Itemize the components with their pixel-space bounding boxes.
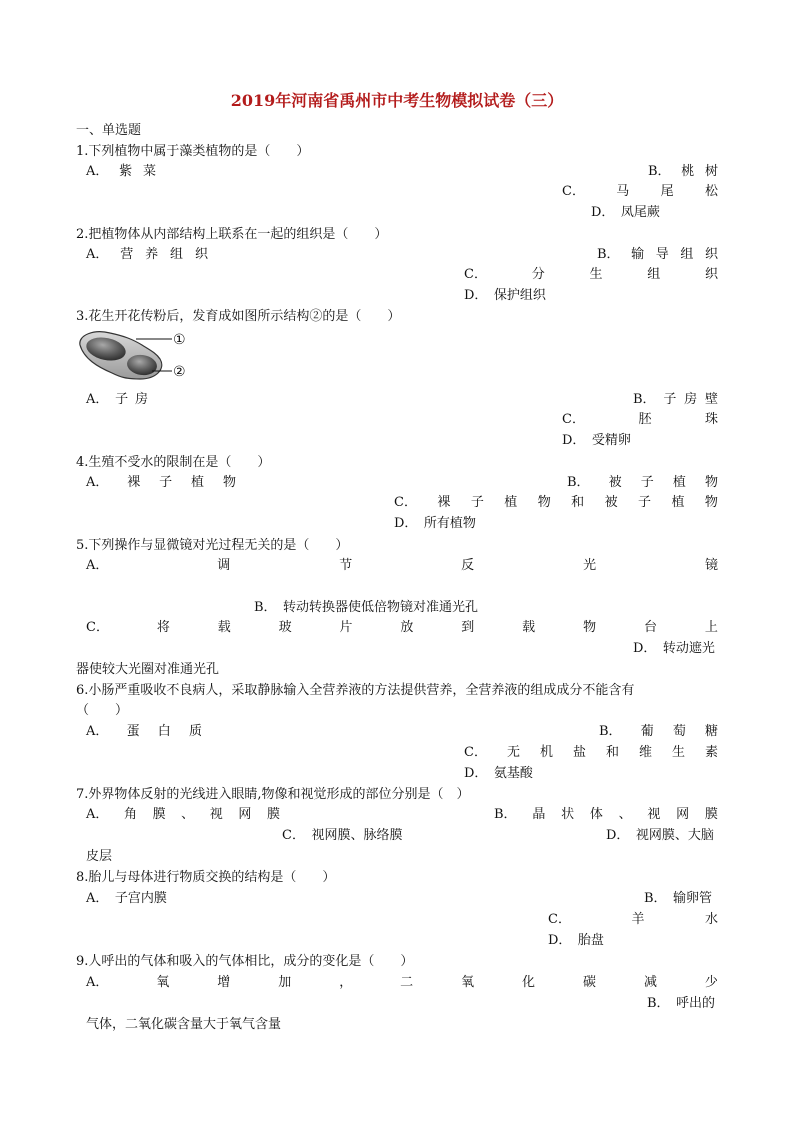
option-text-part: 角 <box>123 807 137 822</box>
question-2-option-b[interactable] <box>597 247 718 263</box>
option-text-part: 植 <box>671 495 685 510</box>
option-text-part: 生 <box>589 267 603 282</box>
question-2-option-d[interactable]: D． 保护组织 <box>464 288 546 303</box>
option-text-part: 裸 <box>127 475 141 490</box>
question-8-option-d[interactable]: D． 胎盘 <box>548 933 604 948</box>
question-9-stem: 9.人呼出的气体和吸入的气体相比，成分的变化是（ ） <box>76 954 414 969</box>
question-9-option-b-continued: 气体，二氧化碳含量大于氧气含量 <box>86 1017 282 1032</box>
option-text-part: 体 <box>589 807 603 822</box>
option-text-part: 膜 <box>266 807 280 822</box>
option-text-part: 子 <box>470 495 484 510</box>
option-letter: A． <box>86 475 109 490</box>
question-6-stem-continued: （ ） <box>76 703 129 718</box>
question-3-option-c[interactable] <box>562 412 718 428</box>
option-letter: B． <box>567 475 590 490</box>
option-text-part: ， <box>339 975 353 990</box>
option-text-part: 无 <box>506 745 520 760</box>
question-1-option-c[interactable] <box>562 184 718 200</box>
option-text-part: 素 <box>704 745 718 760</box>
question-2-option-a[interactable] <box>86 247 208 263</box>
option-text-part: 调 <box>217 558 231 573</box>
option-letter: C． <box>464 267 487 282</box>
option-text-part: 物 <box>704 475 718 490</box>
option-text-part: 网 <box>238 807 252 822</box>
figure-label-2: ② <box>173 364 186 380</box>
option-text-part: 织 <box>704 247 718 262</box>
option-text-part: 视 <box>209 807 223 822</box>
option-text-part: 氧 <box>156 975 170 990</box>
option-text-part: 尾 <box>660 184 674 199</box>
option-text-part: 加 <box>278 975 292 990</box>
figure-label-1: ① <box>173 332 186 348</box>
option-letter: B． <box>599 724 622 739</box>
option-text-part: 反 <box>461 558 475 573</box>
option-text-part: 子 <box>663 392 677 407</box>
option-text-part: 导 <box>655 247 669 262</box>
option-text-part: 树 <box>704 164 718 179</box>
option-text-part: 网 <box>676 807 690 822</box>
option-letter: C． <box>464 745 487 760</box>
option-text-part: 盐 <box>572 745 586 760</box>
question-5-stem: 5.下列操作与显微镜对光过程无关的是（ ） <box>76 538 349 553</box>
option-text-part: 膜 <box>152 807 166 822</box>
option-text-part: 房 <box>684 392 698 407</box>
option-text-part: 化 <box>522 975 536 990</box>
question-2-option-c[interactable] <box>464 267 718 283</box>
option-text-part: 养 <box>145 247 159 262</box>
option-text-part: 组 <box>680 247 694 262</box>
question-3-option-d[interactable]: D． 受精卵 <box>562 433 631 448</box>
question-5-option-d[interactable]: D． 转动遮光 <box>633 641 715 656</box>
question-1-option-d[interactable]: D． 凤尾蕨 <box>591 205 660 220</box>
peanut-fruit-figure <box>76 327 192 383</box>
question-3-option-a[interactable] <box>86 392 148 408</box>
question-7-option-a[interactable] <box>86 807 280 823</box>
option-letter: C． <box>562 412 585 427</box>
option-text-part: 子 <box>640 475 654 490</box>
option-text-part: 氧 <box>461 975 475 990</box>
question-5-option-c[interactable] <box>86 620 718 636</box>
option-text-part: 二 <box>400 975 414 990</box>
option-text-part: 物 <box>583 620 597 635</box>
question-8-option-c[interactable] <box>548 912 718 928</box>
option-text-part: 子 <box>638 495 652 510</box>
section-heading: 一、单选题 <box>76 123 142 138</box>
question-9-option-b[interactable]: B． 呼出的 <box>647 996 716 1011</box>
option-text-part: 、 <box>618 807 632 822</box>
question-7-stem: 7.外界物体反射的光线进入眼睛,物像和视觉形成的部位分别是（ ） <box>76 787 470 802</box>
option-text-part: 片 <box>339 620 353 635</box>
option-text-part: 被 <box>604 495 618 510</box>
question-4-option-b[interactable] <box>567 475 718 491</box>
question-4-option-d[interactable]: D． 所有植物 <box>394 516 476 531</box>
option-text-part: 状 <box>561 807 575 822</box>
option-text-part: 羊 <box>631 912 645 927</box>
option-text-part: 放 <box>400 620 414 635</box>
option-letter: A． <box>86 807 109 822</box>
question-4-stem: 4.生殖不受水的限制在是（ ） <box>76 455 271 470</box>
question-7-option-c[interactable]: C． 视网膜、脉络膜 <box>282 828 403 843</box>
option-text-part: 碳 <box>583 975 597 990</box>
option-text-part: 裸 <box>437 495 451 510</box>
question-5-option-b[interactable]: B． 转动转换器使低倍物镜对准通光孔 <box>254 600 479 615</box>
option-letter: B． <box>633 392 656 407</box>
option-text-part: 白 <box>157 724 171 739</box>
option-letter: A． <box>86 164 109 179</box>
question-4-option-a[interactable] <box>86 475 236 491</box>
question-7-option-b[interactable] <box>494 807 718 823</box>
option-letter: A． <box>86 392 109 407</box>
question-6-option-a[interactable] <box>86 724 202 740</box>
option-text-part: 机 <box>539 745 553 760</box>
option-text-part: 植 <box>672 475 686 490</box>
question-9-option-a[interactable] <box>86 975 718 991</box>
option-text-part: 植 <box>504 495 518 510</box>
option-text-part: 物 <box>222 475 236 490</box>
option-letter: C． <box>548 912 571 927</box>
option-text-part: 物 <box>704 495 718 510</box>
option-letter: B． <box>597 247 620 262</box>
option-text-part: 生 <box>671 745 685 760</box>
option-text-part: 、 <box>181 807 195 822</box>
option-text-part: 分 <box>531 267 545 282</box>
option-text-part: 少 <box>704 975 718 990</box>
option-text-part: 输 <box>631 247 645 262</box>
option-text-part: 子 <box>159 475 173 490</box>
option-text-part: 葡 <box>640 724 654 739</box>
option-letter: A． <box>86 724 109 739</box>
question-6-stem: 6.小肠严重吸收不良病人，采取静脉输入全营养液的方法提供营养，全营养液的组成成分不能含有 <box>76 683 635 698</box>
option-text-part: 胚 <box>638 412 652 427</box>
option-text-part: 子 <box>115 392 129 407</box>
option-letter: C． <box>562 184 585 199</box>
option-text-part: 晶 <box>532 807 546 822</box>
option-letter: B． <box>648 164 671 179</box>
option-text-part: 光 <box>583 558 597 573</box>
question-6-option-c[interactable] <box>464 745 718 761</box>
option-text-part: 维 <box>638 745 652 760</box>
question-1-option-b[interactable] <box>648 164 718 180</box>
option-text-part: 视 <box>647 807 661 822</box>
option-text-part: 马 <box>616 184 630 199</box>
option-text-part: 组 <box>647 267 661 282</box>
question-2-stem: 2.把植物体从内部结构上联系在一起的组织是（ ） <box>76 227 388 242</box>
option-letter: C． <box>394 495 417 510</box>
option-text-part: 质 <box>188 724 202 739</box>
option-text-part: 蛋 <box>126 724 140 739</box>
option-text-part: 将 <box>156 620 170 635</box>
question-1-option-a[interactable] <box>86 164 156 180</box>
option-text-part: 萄 <box>672 724 686 739</box>
question-8-stem: 8.胎儿与母体进行物质交换的结构是（ ） <box>76 870 336 885</box>
option-letter: A． <box>86 247 109 262</box>
option-text-part: 营 <box>120 247 134 262</box>
option-text-part: 增 <box>217 975 231 990</box>
option-letter: C． <box>86 620 109 635</box>
option-text-part: 织 <box>194 247 208 262</box>
question-3-option-b[interactable] <box>633 392 718 408</box>
option-text-part: 桃 <box>681 164 695 179</box>
question-4-option-c[interactable] <box>394 495 718 511</box>
option-text-part: 膜 <box>704 807 718 822</box>
option-text-part: 载 <box>217 620 231 635</box>
page-title: 2019年河南省禹州市中考生物模拟试卷（三） <box>230 91 564 110</box>
option-text-part: 到 <box>461 620 475 635</box>
option-text-part: 被 <box>608 475 622 490</box>
question-5-option-d-continued: 器使较大光圈对准通光孔 <box>76 662 220 677</box>
option-text-part: 节 <box>339 558 353 573</box>
option-text-part: 糖 <box>704 724 718 739</box>
option-text-part: 织 <box>704 267 718 282</box>
question-5-option-a[interactable] <box>86 558 718 574</box>
option-text-part: 珠 <box>704 412 718 427</box>
option-text-part: 和 <box>605 745 619 760</box>
option-text-part: 减 <box>643 975 657 990</box>
question-7-option-d-continued: 皮层 <box>86 849 113 864</box>
option-letter: A． <box>86 975 109 990</box>
option-text-part: 物 <box>537 495 551 510</box>
question-6-option-b[interactable] <box>599 724 718 740</box>
option-text-part: 载 <box>522 620 536 635</box>
option-letter: B． <box>494 807 517 822</box>
option-letter: A． <box>86 558 109 573</box>
option-text-part: 松 <box>704 184 718 199</box>
question-7-option-d[interactable]: D． 视网膜、大脑 <box>606 828 714 843</box>
option-text-part: 壁 <box>704 392 718 407</box>
question-8-option-a[interactable]: A． 子宫内膜 <box>86 891 167 906</box>
option-text-part: 房 <box>134 392 148 407</box>
question-1-stem: 1.下列植物中属于藻类植物的是（ ） <box>76 144 310 159</box>
option-text-part: 组 <box>170 247 184 262</box>
question-6-option-d[interactable]: D． 氨基酸 <box>464 766 533 781</box>
option-text-part: 玻 <box>278 620 292 635</box>
question-3-stem: 3.花生开花传粉后，发育成如图所示结构②的是（ ） <box>76 309 401 324</box>
option-text-part: 上 <box>704 620 718 635</box>
option-text-part: 镜 <box>704 558 718 573</box>
option-text-part: 紫 <box>119 164 133 179</box>
option-text-part: 水 <box>704 912 718 927</box>
option-text-part: 植 <box>191 475 205 490</box>
option-text-part: 菜 <box>142 164 156 179</box>
question-8-option-b[interactable]: B． 输卵管 <box>644 891 713 906</box>
option-text-part: 和 <box>571 495 585 510</box>
option-text-part: 台 <box>643 620 657 635</box>
